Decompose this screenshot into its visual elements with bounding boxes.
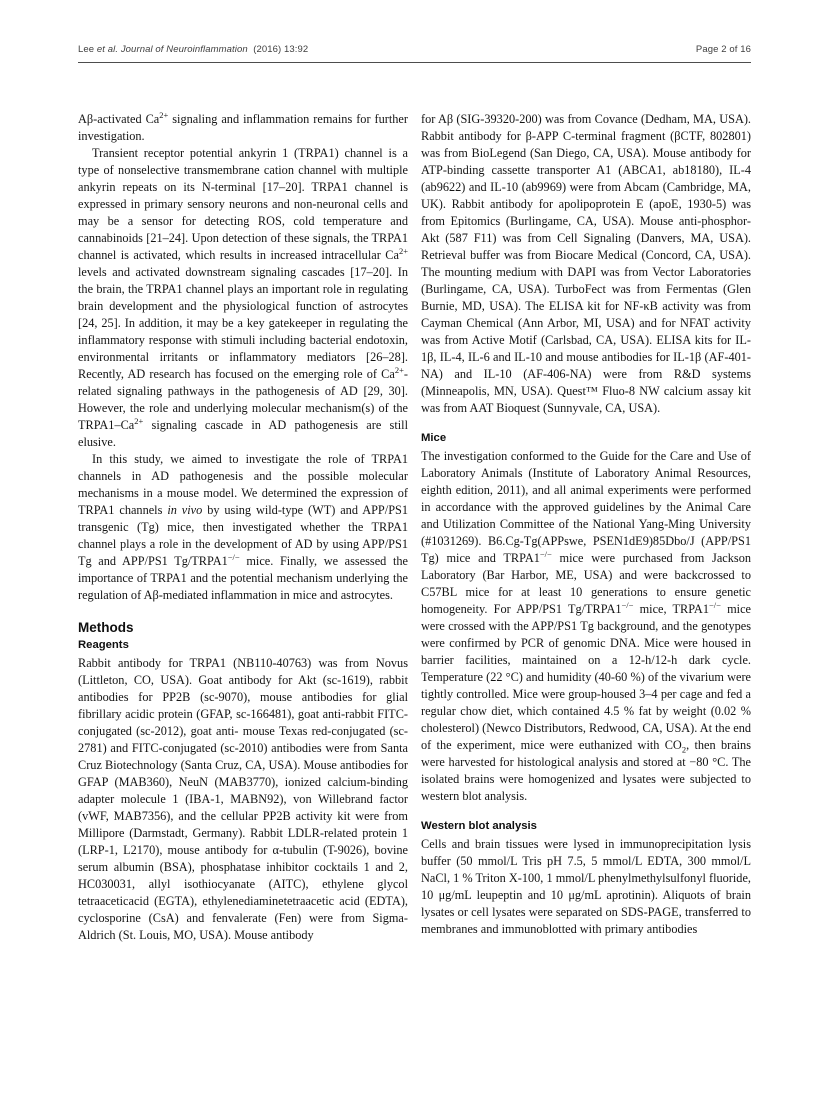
header-citation: Lee et al. Journal of Neuroinflammation (2016) 13:92 <box>78 44 309 55</box>
left-column <box>78 111 408 944</box>
two-column-body <box>78 111 751 944</box>
paragraph-trpa1-background: Transient receptor potential ankyrin 1 (TRPA1) channel is a type of nonselective transmembrane cation channel with multiple ankyrin repeats on its N-terminal [17–20]. TRPA1 channel is expressed in primary sensory neurons and non-neuronal cells and may be a sensor for detecting ROS, cold temperature and cannabinoids [21–24]. Upon detection of these signals, the TRPA1 channel is activated, which results in increased intracellular $Ca^{2+}$ levels and activated downstream signaling cascades [17–20]. In the brain, the TRPA1 channel plays an important role in regulating brain development and the physiological function of astrocytes [24, 25]. In addition, it may be a key gatekeeper in regulating the inflammatory response with stimuli including bacterial endotoxin, environmental irritants or inflammatory mediators [26–28]. Recently, AD research has focused on the emerging role of $Ca^{2+}$-related signaling pathways in the pathogenesis of AD [29, 30]. However, the role and underlying molecular mechanism(s) of the $TRPA1-Ca^{2+}$ signaling cascade in AD pathogenesis are still elusive. <box>78 146 408 449</box>
paragraph-western-blot: Cells and brain tissues were lysed in immunoprecipitation lysis buffer (50 mmol/L Tris pH 7.5, 5 mmol/L EDTA, 300 mmol/L NaCl, 1 % Triton X-100, 1 mmol/L phenylmethylsulfonyl fluoride, 10 μg/mL leupeptin and 10 μg/mL aprotinin). Aliquots of brain lysates or cell lysates were separated on SDS-PAGE, transferred to membranes and immunoblotted with primary antibodies <box>421 837 751 936</box>
paragraph-mice: The investigation conformed to the Guide for the Care and Use of Laboratory Animals (Institute of Laboratory Animal Resources, eighth edition, 2011), and all animal experiments were performed in accordance with the approved guidelines by the Animal Care and Utilization Committee of the National Yang-Ming University (#1031269). B6.Cg-Tg(APPswe, PSEN1dE9)85Dbo/J (APP/PS1 Tg) mice and TRPA1−/− mice were purchased from Jackson Laboratory (Bar Harbor, ME, USA) and were backcrossed to C57BL mice for at least 10 generations to ensure genetic homogeneity. For APP/PS1 Tg/TRPA1−/− mice, TRPA1−/− mice were crossed with the APP/PS1 Tg background, and the genotypes were confirmed by PCR of genomic DNA. Mice were housed in barrier facilities, maintained on a 12-h/12-h dark cycle. Temperature (22 °C) and humidity (40-60 %) of the vivarium were tightly controlled. Mice were group-housed 3–4 per cage and fed a regular chow diet, which contained 4.5 % fat by weight (0.02 % cholesterol) (Newco Distributors, Redwood, CA, USA). At the end of the experiment, mice were euthanized with $CO_2$, then brains were harvested for histological analysis and stored at −80 °C. The isolated brains were homogenized and lysates were subjected to western blot analysis. <box>421 449 751 803</box>
paragraph-intro-continuation: Aβ-activated $Ca^{2+}$ signaling and inflammation remains for further investigation. <box>78 109 408 143</box>
header-divider <box>78 62 751 63</box>
page-header <box>78 44 751 55</box>
right-column <box>421 111 751 944</box>
header-page-number: Page 2 of 16 <box>695 44 751 55</box>
paragraph-study-aim: In this study, we aimed to investigate the role of TRPA1 channels in AD pathogenesis and the possible molecular mechanisms in a mouse model. We determined the expression of TRPA1 channels in vivo by using wild-type (WT) and APP/PS1 transgenic (Tg) mice, then investigated whether the TRPA1 channel plays a role in the development of AD by using APP/PS1 Tg and APP/PS1 Tg/TRPA1−/− mice. Finally, we assessed the importance of TRPA1 and the potential mechanism underlying the regulation of Aβ-mediated inflammation in mice and astrocytes. <box>78 452 409 602</box>
reagents-heading: Reagents <box>78 639 129 651</box>
paragraph-reagents: Rabbit antibody for TRPA1 (NB110-40763) was from Novus (Littleton, CO, USA). Goat antibody for Akt (sc-1619), rabbit antibodies for PP2B (sc-9070), mouse antibodies for glial fibrillary acidic protein (GFAP, sc-166481), goat anti-rabbit FITC-conjugated (sc-2012), goat anti- mouse Texas red-conjugated (sc-2781) and FITC-conjugated (sc-2010) antibodies were from Santa Cruz Biotechnology (Santa Cruz, CA, USA). Mouse antibodies for GFAP (MAB360), NeuN (MAB3770), ionized calcium-binding adapter molecule 1 (IBA-1, MABN92), von Willebrand factor (vWF, MAB7356), and the cellular PP2B activity kit were from Millipore (Darmstadt, Germany). Rabbit LDLR-related protein 1 (LRP-1, L2170), mouse antibody for α-tubulin (T-9026), bovine serum albumin (BSA), phosphatase inhibitor cocktails 1 and 2, HC030031, allyl isothiocyanate (AITC), ethylene glycol tetraaceticacid (EGTA), ethylenediaminetetraacetic acid (EDTA), cyclosporine (CsA) and fenvalerate (Fen) were from Sigma-Aldrich (St. Louis, MO, USA). Mouse antibody <box>78 656 408 942</box>
mice-heading: Mice <box>421 432 447 444</box>
western-blot-heading: Western blot analysis <box>421 820 537 832</box>
methods-heading: Methods <box>78 620 134 635</box>
paragraph-reagents-continued: for Aβ (SIG-39320-200) was from Covance (Dedham, MA, USA). Rabbit antibody for β-APP C-terminal fragment (βCTF, 802801) was from BioLegend (San Diego, CA, USA). Mouse antibody for ATP-binding cassette transporter A1 (ABCA1, ab18180), IL-4 (ab9622) and IL-10 (ab9969) were from Abcam (Cambridge, MA, UK). Rabbit antibody for apolipoprotein E (apoE, 1930-5) was from Epitomics (Burlingame, CA, USA). Mouse anti-phosphor-Akt (587 F11) was from Cell Signaling (Danvers, MA, USA). Retrieval buffer was from Biocare Medical (Concord, CA, USA). The mounting medium with DAPI was from Vector Laboratories (Burlingame, CA, USA). TurboFect was from Fermentas (Glen Burnie, MD, USA). The ELISA kit for NF-κB activity was from Cayman Chemical (Ann Arbor, MI, USA) and for NFAT activity was from Active Motif (Carlsbad, CA, USA). ELISA kits for IL-1β, IL-4, IL-6 and IL-10 and mouse antibodies for IL-1β (AF-401-NA) and IL-10 (AF-406-NA) were from R&D systems (Minneapolis, MN, USA). Quest™ Fluo-8 NW calcium assay kit was from AAT Bioquest (Sunnyvale, CA, USA). <box>421 112 751 415</box>
